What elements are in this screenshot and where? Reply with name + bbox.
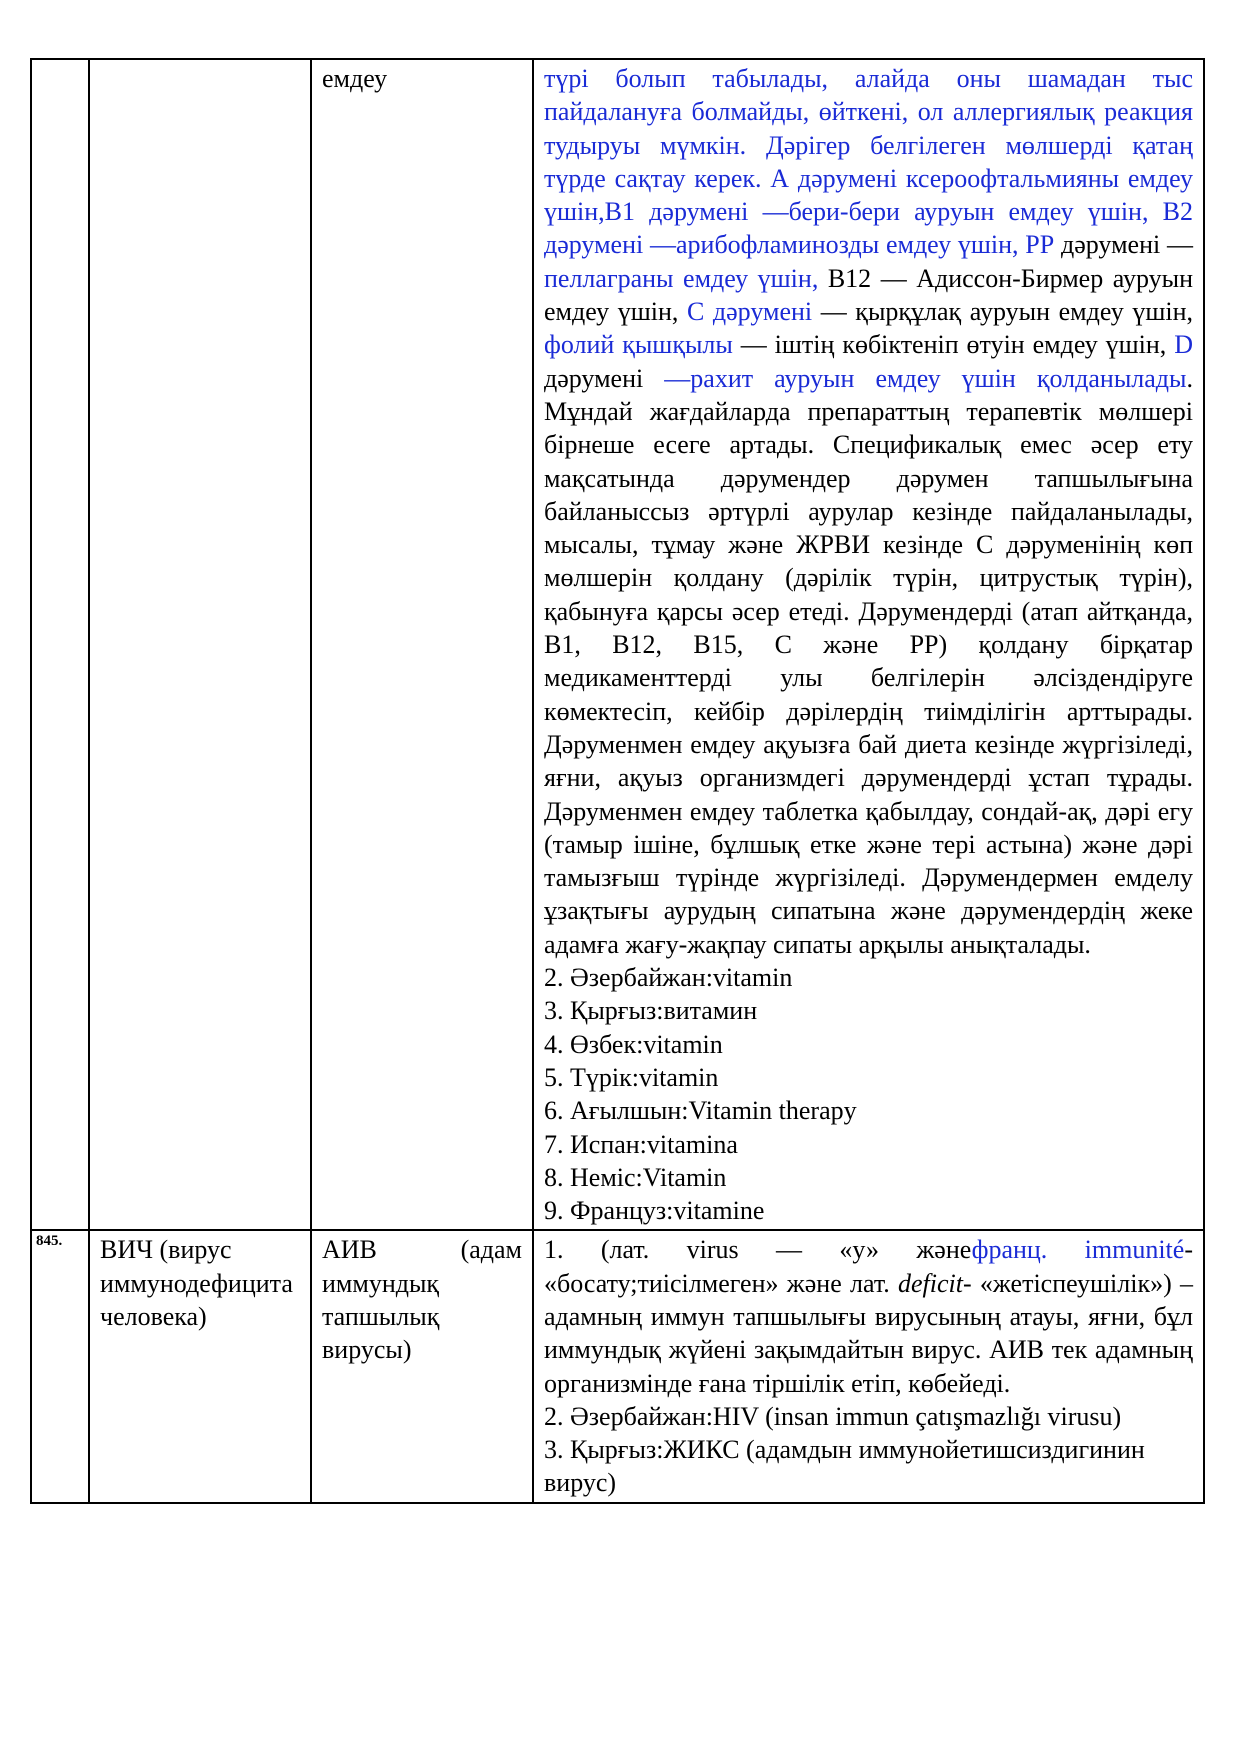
translation-item: 5. Түрік:vitamin [544,1062,719,1092]
term-cell [311,1230,533,1502]
definition-segment: — іштің көбіктеніп өтуін емдеу үшін, [732,330,1175,360]
translation-list [544,1400,1193,1500]
definition-cell [533,59,1204,1230]
definition-text [544,1233,1193,1399]
table-row [31,1230,1204,1502]
source-term-text: ВИЧ (вирус иммунодефицита человека) [100,1235,293,1331]
term-cell [311,59,533,1230]
definition-segment: — қырқұлақ ауруын емдеу үшін, [812,297,1193,327]
number-cell [31,1230,89,1502]
definition-segment: . Мұндай жағдайларда препараттың терапевтік мөлшері бірнеше есеге артады. Спецификалық емес әсер ету мақсатында дәрумендер дәрумен тапшылығына байланыссыз әртүрлі аурулар кезінде пайдаланылады, мысалы, тұмау және ЖРВИ кезінде С дәруменінің көп мөлшерін қолдану (дәрілік түрін, цитрустық түрін), қабынуға қарсы әсер етеді. Дәрумендерді (атап айтқанда, В1, В12, В15, С және РР) қолдану бірқатар медикаменттерді улы белгілерін әлсіздендіруге көмектесіп, кейбір дәрілердің тиімділігін арттырады. Дәруменмен емдеу ақуызға бай диета кезінде жүргізіледі, яғни, ақуыз организмдегі дәрумендерді ұстап тұрады. Дәруменмен емдеу таблетка қабылдау, сондай-ақ, дәрі егу (тамыр ішіне, бұлшық етке және тері астына) және дәрі тамызғыш түрінде жүргізіледі. Дәрумендермен емделу ұзақтығы аурудың сипатына және дәрумендердің жеке адамға жағу-жақпау сипаты арқылы анықталады. [544,363,1193,959]
translation-item: 9. Француз:vitamine [544,1196,765,1226]
definition-segment: deficit [898,1268,963,1298]
definition-segment: 1. (лат. virus — «у» және [544,1235,972,1265]
source-term-cell [89,59,311,1230]
translation-item: 3. Қырғыз:витамин [544,996,758,1026]
translation-item: 6. Ағылшын:Vitamin therapy [544,1096,857,1126]
translation-item: 4. Өзбек:vitamin [544,1029,723,1059]
translation-item: 2. Әзербайжан:HIV (insan immun çatışmazlığı virusu) [544,1401,1122,1431]
definition-segment: фолий қышқылы [544,330,733,360]
definition-cell [533,1230,1204,1502]
table-row [31,59,1204,1230]
translation-item: 8. Неміс:Vitamin [544,1162,727,1192]
entry-number: 845. [36,1233,63,1250]
definition-segment: - «жетіспеушілік») – адамның иммун тапшылығы вирусының атауы, яғни, бұл иммундық жүйені зақымдайтын вирус. АИВ тек адамның организмінде ғана тіршілік етіп, көбейеді. [544,1268,1194,1398]
definition-segment: дәрумені — [1054,230,1193,260]
translation-item: 7. Испан:vitamina [544,1129,738,1159]
term-text: емдеу [322,64,388,93]
term-text: АИВ (адам иммундық тапшылық вирусы) [322,1235,522,1365]
definition-text [544,62,1193,961]
definition-segment: дәрумені [544,363,665,393]
source-term-cell [89,1230,311,1502]
definition-segment: С дәрумені [686,297,813,327]
terminology-table [30,58,1205,1504]
definition-segment: —рахит ауруын емдеу үшін қолданылады [664,363,1187,393]
number-cell [31,59,89,1230]
definition-segment: пеллаграны емдеу үшін, [544,263,819,293]
definition-block [534,60,1203,1229]
translation-item: 3. Қырғыз:ЖИКС (адамдын иммунойетишсиздигинин вирус) [544,1435,1145,1498]
definition-segment: түрі болып табылады, алайда оны шамадан тыс пайдалануға болмайды, өйткені, ол аллергиялық реакция тудыруы мүмкін. Дәрігер белгілеген мөлшерді қатаң түрде сақтау керек. А дәрумені ксероофтальмияны емдеу үшін,В1 дәрумені —бери-бери ауруын емдеу үшін, В2 дәрумені —арибофламинозды емдеу үшін, РР [544,64,1193,260]
definition-segment: D [1174,330,1193,360]
translation-item: 2. Әзербайжан:vitamin [544,963,793,993]
definition-segment: В12 — Адиссон-Бирмер ауруын емдеу үшін, [544,263,1193,327]
translation-list [544,961,1193,1227]
definition-segment: - «босату;тиісілмеген» және лат. [544,1235,1193,1298]
definition-block [534,1231,1203,1501]
definition-segment: франц. immunité [971,1235,1185,1265]
